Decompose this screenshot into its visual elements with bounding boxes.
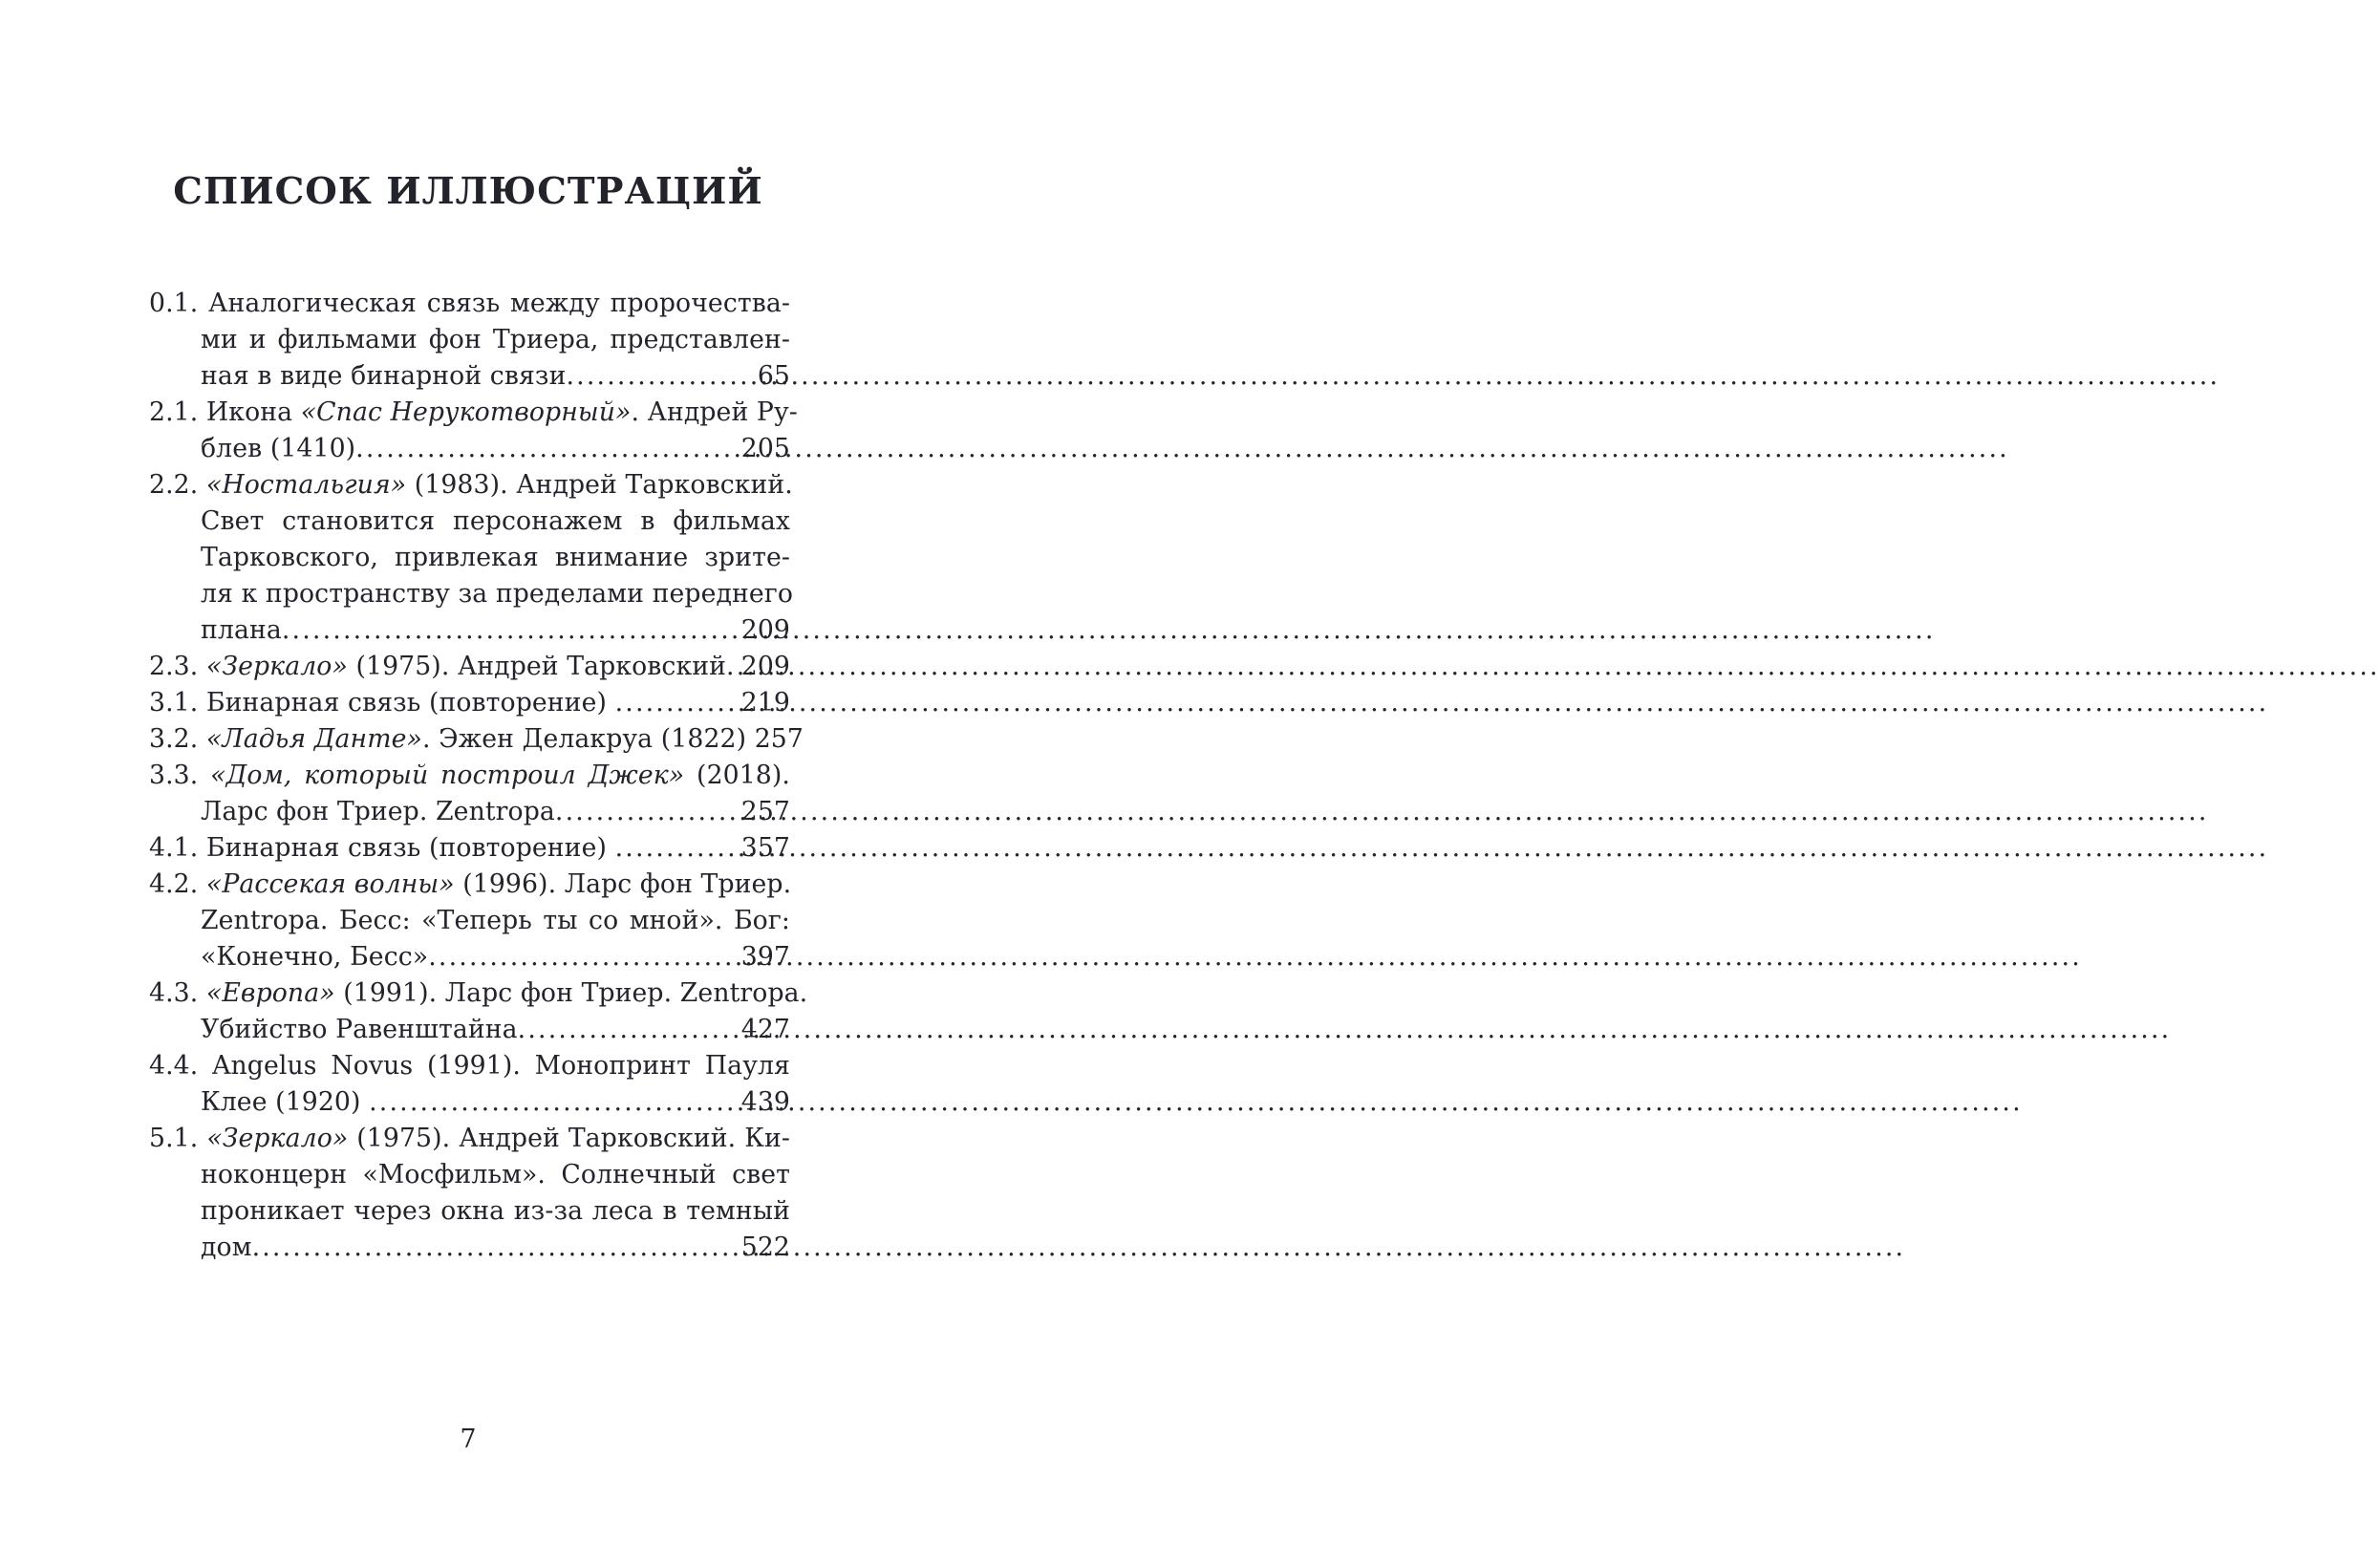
- entry-number: 4.2.: [149, 869, 199, 899]
- leader-dots: [369, 1084, 741, 1121]
- entry-italic-title: «Ностальгия»: [205, 470, 407, 500]
- page-title: СПИСОК ИЛЛЮСТРАЦИЙ: [173, 170, 763, 213]
- entry-text: (1975). Андрей Тарковский: [347, 652, 727, 681]
- entry-text: Аналогическая связь между пророчества-: [208, 289, 790, 318]
- leader-dots: [615, 830, 741, 867]
- illustrations-list: [149, 0, 808, 1543]
- entry-page-number: 439: [740, 1087, 790, 1117]
- entry-number: 2.3.: [149, 652, 199, 681]
- list-item-4-4-line-1: [149, 1048, 790, 1084]
- entry-text: Zentropa. Бесс: «Теперь ты со мной». Бог:: [201, 906, 790, 935]
- list-item-4-3-line-2: [201, 1012, 790, 1048]
- leader-dots: [555, 794, 741, 830]
- list-item-5-1-line-3: [201, 1193, 790, 1230]
- entry-text: (1991). Ларс фон Триер. Zentropa.: [334, 978, 808, 1008]
- entry-page-number: 357: [740, 833, 790, 863]
- entry-page-number: 209: [740, 615, 790, 645]
- list-item-4-2-line-1: [149, 867, 790, 903]
- list-item-2-2-line-4: [201, 576, 794, 612]
- entry-page-number: 219: [740, 688, 790, 718]
- leader-dots: [518, 1012, 741, 1048]
- entry-page-number: 209: [740, 652, 790, 681]
- entry-number: 2.1.: [149, 397, 199, 427]
- list-item-4-3-line-1: [149, 975, 808, 1012]
- list-item-2-2-line-1: [149, 467, 793, 504]
- entry-page-number: 397: [740, 942, 790, 972]
- book-page: [0, 0, 955, 1543]
- entry-text: ноконцерн «Мосфильм». Солнечный свет: [201, 1160, 790, 1189]
- entry-text: . Андрей Ру-: [631, 397, 798, 427]
- leader-dots: [252, 1230, 741, 1266]
- list-item-3-3-line-2: [201, 794, 790, 830]
- leader-dots: [282, 612, 741, 649]
- entry-page-number: 427: [740, 1015, 790, 1044]
- entry-text: (1983). Андрей Тарковский.: [406, 470, 793, 500]
- entry-text: плана: [201, 615, 282, 645]
- entry-number: 4.4.: [149, 1051, 199, 1081]
- entry-text: Убийство Равенштайна: [201, 1015, 518, 1044]
- entry-page-number: 205: [740, 434, 790, 463]
- entry-page-number: 257: [740, 797, 790, 826]
- list-item-5-1-line-4: [201, 1230, 790, 1266]
- entry-italic-title: «Дом, который построил Джек»: [210, 761, 685, 790]
- list-item-0-1-line-1: [149, 286, 790, 322]
- entry-number: 0.1.: [149, 289, 199, 318]
- entry-number: 3.3.: [149, 761, 199, 790]
- entry-text: Клее (1920): [201, 1087, 361, 1117]
- entry-text: Свет становится персонажем в фильмах: [201, 506, 790, 536]
- list-item-4-2-line-2: [201, 903, 790, 939]
- entry-text: проникает через окна из-за леса в темный: [201, 1196, 790, 1226]
- list-item-0-1-line-3: [201, 358, 790, 395]
- entry-text: Ларс фон Триер. Zentropa: [201, 797, 555, 826]
- list-item-5-1-line-1: [149, 1121, 790, 1157]
- leader-dots: [355, 431, 741, 467]
- entry-italic-title: «Спас Нерукотворный»: [300, 397, 632, 427]
- entry-italic-title: «Европа»: [205, 978, 335, 1008]
- entry-text: Тарковского, привлекая внимание зрите-: [201, 543, 790, 572]
- entry-italic-title: «Ладья Данте»: [205, 724, 422, 754]
- entry-italic-title: «Зеркало»: [205, 652, 348, 681]
- list-item-3-1-line-1: [149, 685, 790, 721]
- entry-page-number: 257: [754, 724, 804, 754]
- entry-page-number: 65: [757, 361, 790, 391]
- entry-text: блев (1410): [201, 434, 356, 463]
- list-item-4-4-line-2: [201, 1084, 790, 1121]
- entry-number: 4.3.: [149, 978, 199, 1008]
- list-item-4-1-line-1: [149, 830, 790, 867]
- entry-number: 3.2.: [149, 724, 199, 754]
- entry-number: 4.1.: [149, 833, 199, 863]
- list-item-3-3-line-1: [149, 758, 790, 794]
- list-item-2-1-line-1: [149, 395, 798, 431]
- entry-text: Angelus Novus (1991). Монопринт Пауля: [212, 1051, 790, 1081]
- entry-text: ми и фильмами фон Триера, представлен-: [201, 325, 790, 354]
- entry-italic-title: «Рассекая волны»: [205, 869, 455, 899]
- entry-number: 3.1.: [149, 688, 199, 718]
- entry-text: Икона: [205, 397, 301, 427]
- entry-text: «Конечно, Бесс»: [201, 942, 429, 972]
- entry-text: Бинарная связь (повторение): [205, 833, 607, 863]
- leader-dots: [615, 685, 741, 721]
- entry-text: ля к пространству за пределами переднего: [201, 579, 794, 609]
- entry-italic-title: «Зеркало»: [206, 1124, 349, 1153]
- leader-dots: [428, 939, 741, 975]
- list-item-2-2-line-3: [201, 540, 790, 576]
- list-item-5-1-line-2: [201, 1157, 790, 1193]
- entry-number: 2.2.: [149, 470, 199, 500]
- list-item-2-2-line-5: [201, 612, 790, 649]
- page-number: 7: [460, 1425, 477, 1454]
- entry-text: (1996). Ларс фон Триер.: [454, 869, 792, 899]
- entry-text: Бинарная связь (повторение): [205, 688, 607, 718]
- entry-page-number: 522: [740, 1232, 790, 1262]
- entry-text: (1975). Андрей Тарковский. Ки-: [348, 1124, 790, 1153]
- leader-dots: [566, 358, 757, 395]
- entry-text: . Эжен Делакруа (1822): [421, 724, 747, 754]
- list-item-2-2-line-2: [201, 504, 790, 540]
- entry-text: (2018).: [684, 761, 790, 790]
- list-item-2-1-line-2: [201, 431, 790, 467]
- leader-dots: [726, 649, 741, 685]
- entry-text: ная в виде бинарной связи: [201, 361, 567, 391]
- list-item-0-1-line-2: [201, 322, 790, 358]
- list-item-4-2-line-3: [201, 939, 790, 975]
- list-item-3-2-line-1: [149, 721, 804, 758]
- list-item-2-3-line-1: [149, 649, 790, 685]
- entry-text: дом: [201, 1232, 252, 1262]
- entry-number: 5.1.: [149, 1124, 199, 1153]
